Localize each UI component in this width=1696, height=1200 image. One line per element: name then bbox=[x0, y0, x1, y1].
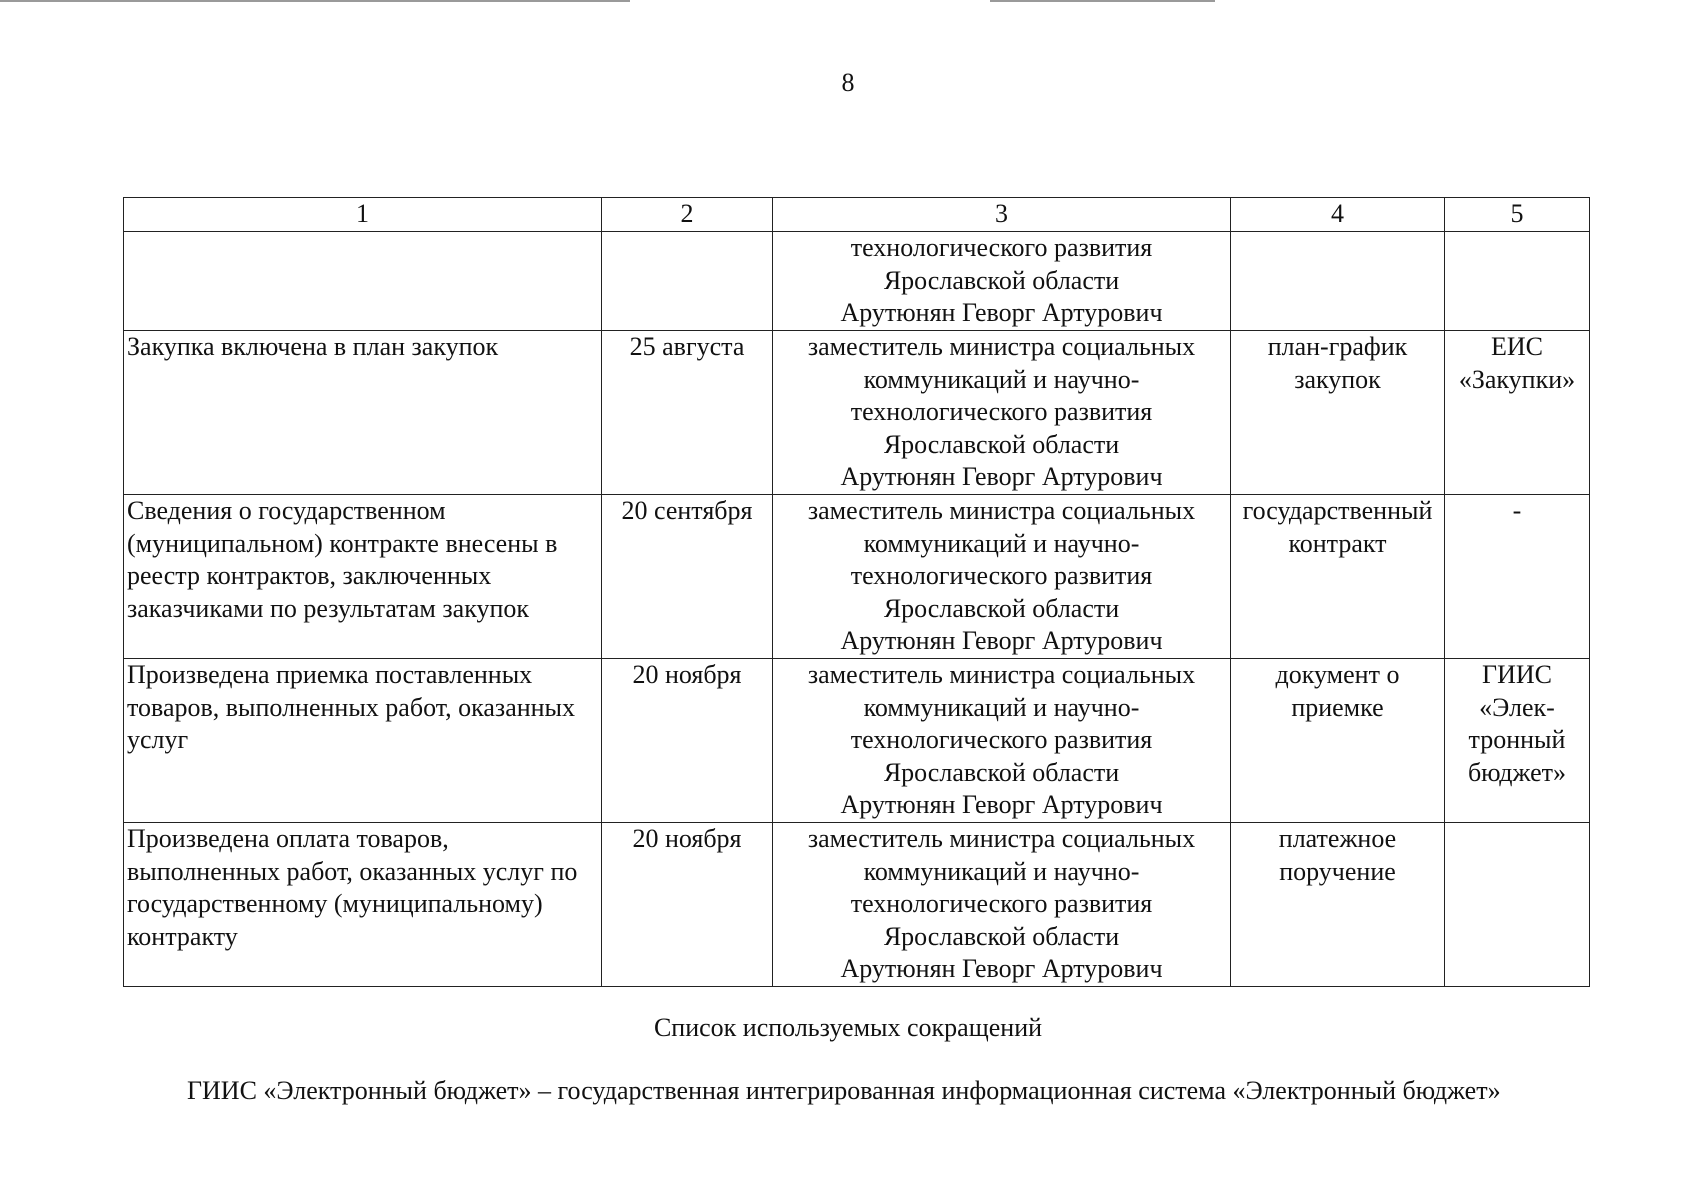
cell-line: заместитель министра социальных bbox=[807, 332, 1196, 361]
date-cell: 20 сентября bbox=[602, 495, 773, 659]
cell-line: Арутюнян Геворг Артурович bbox=[840, 462, 1163, 491]
cell-line: технологического развития bbox=[850, 233, 1153, 262]
cell-line: коммуникаций и научно- bbox=[863, 364, 1140, 394]
table-header-row bbox=[124, 198, 1590, 232]
system-cell bbox=[1445, 659, 1590, 823]
header-cell: 2 bbox=[602, 198, 773, 232]
cell-line: технологического развития bbox=[850, 889, 1153, 918]
system-cell bbox=[1445, 232, 1590, 331]
cell-line: Ярославской области bbox=[883, 757, 1120, 787]
cell-line: платежное bbox=[1278, 824, 1397, 853]
document-cell bbox=[1231, 823, 1445, 987]
cell-line: технологического развития bbox=[850, 561, 1153, 590]
document-cell bbox=[1231, 232, 1445, 331]
event-cell: Сведения о государственном (муниципальном) контракте внесены в реестр контрактов, заключенных заказчиками по результатам закупок bbox=[124, 495, 602, 659]
document-cell bbox=[1231, 495, 1445, 659]
header-cell: 3 bbox=[773, 198, 1231, 232]
cell-line: Ярославской области bbox=[883, 429, 1120, 459]
cell-line: коммуникаций и научно- bbox=[863, 528, 1140, 558]
cell-line: Арутюнян Геворг Артурович bbox=[840, 790, 1163, 819]
cell-line: - bbox=[1512, 496, 1522, 525]
cell-line: ЕИС bbox=[1491, 332, 1543, 361]
cell-line: Арутюнян Геворг Артурович bbox=[840, 954, 1163, 983]
table-row bbox=[124, 495, 1590, 659]
cell-line: Арутюнян Геворг Артурович bbox=[840, 298, 1163, 327]
cell-line: коммуникаций и научно- bbox=[863, 856, 1140, 886]
system-cell bbox=[1445, 495, 1590, 659]
cell-line: государственный bbox=[1242, 496, 1433, 525]
responsible-cell bbox=[773, 659, 1231, 823]
date-cell: 25 августа bbox=[602, 331, 773, 495]
abbreviations-title: Список используемых сокращений bbox=[653, 1013, 1043, 1042]
cell-line: Ярославской области bbox=[883, 265, 1120, 295]
event-cell bbox=[124, 232, 602, 331]
date-cell: 20 ноября bbox=[602, 659, 773, 823]
document-cell bbox=[1231, 331, 1445, 495]
cell-line: Арутюнян Геворг Артурович bbox=[840, 626, 1163, 655]
cell-line: ГИИС bbox=[1482, 660, 1552, 689]
cell-line: поручение bbox=[1279, 856, 1396, 886]
event-cell: Произведена приемка поставленных товаров, выполненных работ, оказанных услуг bbox=[124, 659, 602, 823]
document-cell bbox=[1231, 659, 1445, 823]
cell-line: приемке bbox=[1291, 692, 1384, 722]
cell-line: бюджет» bbox=[1467, 757, 1567, 787]
page-number: 8 bbox=[841, 68, 855, 97]
date-cell bbox=[602, 232, 773, 331]
cell-line: заместитель министра социальных bbox=[807, 824, 1196, 853]
cell-line: заместитель министра социальных bbox=[807, 660, 1196, 689]
cell-line: заместитель министра социальных bbox=[807, 496, 1196, 525]
scan-edge-right bbox=[990, 0, 1215, 2]
date-cell: 20 ноября bbox=[602, 823, 773, 987]
table-row bbox=[124, 232, 1590, 331]
header-cell: 5 bbox=[1445, 198, 1590, 232]
responsible-cell bbox=[773, 331, 1231, 495]
cell-line: документ о bbox=[1275, 660, 1400, 689]
table-row bbox=[124, 823, 1590, 987]
cell-line: Ярославской области bbox=[883, 921, 1120, 951]
system-cell bbox=[1445, 823, 1590, 987]
table-row bbox=[124, 331, 1590, 495]
event-cell: Произведена оплата товаров, выполненных работ, оказанных услуг по государственному (муниципальному) контракту bbox=[124, 823, 602, 987]
cell-line: закупок bbox=[1294, 364, 1381, 394]
responsible-cell bbox=[773, 823, 1231, 987]
cell-line: «Закупки» bbox=[1458, 364, 1576, 394]
cell-line: Ярославской области bbox=[883, 593, 1120, 623]
header-cell: 1 bbox=[124, 198, 602, 232]
cell-line: контракт bbox=[1288, 528, 1387, 558]
scan-edge-left bbox=[0, 0, 630, 2]
cell-line: план-график bbox=[1267, 332, 1408, 361]
cell-line: технологического развития bbox=[850, 397, 1153, 426]
schedule-table bbox=[123, 197, 1590, 987]
cell-line: технологического развития bbox=[850, 725, 1153, 754]
cell-line: «Элек- bbox=[1479, 692, 1555, 722]
event-cell: Закупка включена в план закупок bbox=[124, 331, 602, 495]
system-cell bbox=[1445, 331, 1590, 495]
abbreviation-item: ГИИС «Электронный бюджет» – государственная интегрированная информационная система «Электронный бюджет» bbox=[187, 1076, 1501, 1105]
cell-line: коммуникаций и научно- bbox=[863, 692, 1140, 722]
table-row bbox=[124, 659, 1590, 823]
responsible-cell bbox=[773, 495, 1231, 659]
cell-line: тронный bbox=[1468, 725, 1566, 754]
responsible-cell bbox=[773, 232, 1231, 331]
header-cell: 4 bbox=[1231, 198, 1445, 232]
